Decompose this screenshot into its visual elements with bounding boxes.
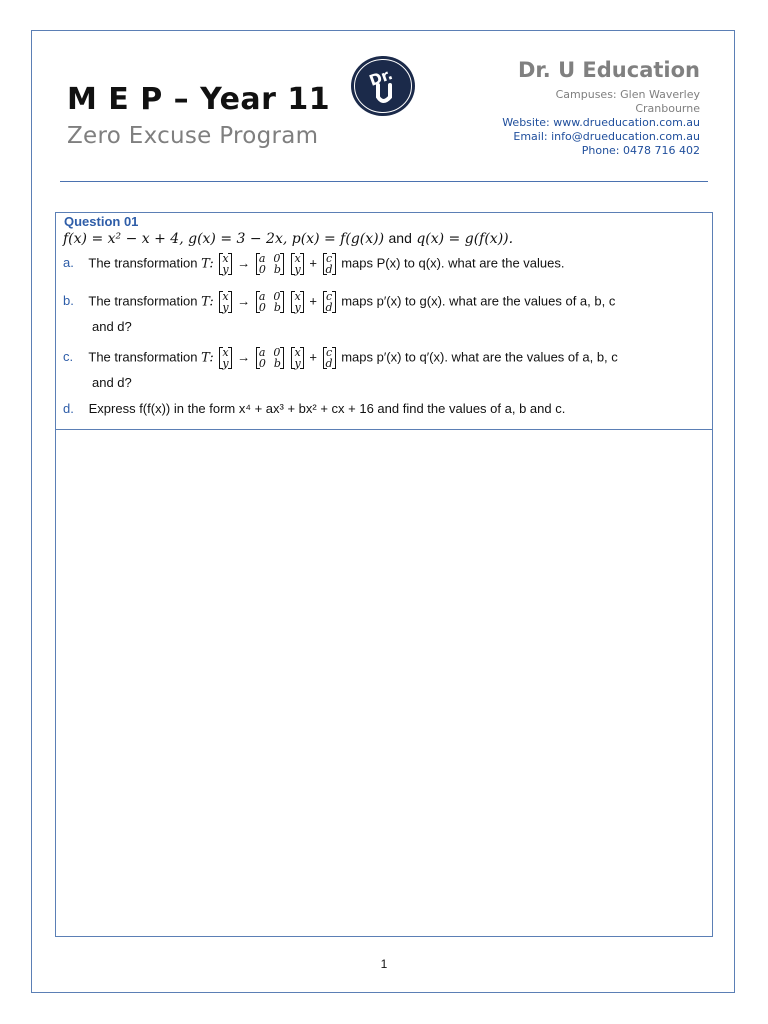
plus: + [309, 349, 317, 365]
part-a-lead: The transformation [88, 255, 198, 271]
matrix-cd: c d [323, 291, 336, 313]
question-box [55, 212, 713, 430]
question-heading: Question 01 [64, 214, 139, 229]
map-symbol: T: [201, 256, 214, 272]
part-b-letter: b. [63, 293, 74, 309]
part-b-continuation: and d? [92, 319, 132, 334]
matrix-ab: a 0 0 b [256, 347, 284, 369]
plus: + [309, 293, 317, 309]
map-symbol: T: [201, 350, 214, 366]
campuses-line: Campuses: Glen Waverley [555, 88, 700, 101]
part-d [63, 401, 565, 416]
map-symbol: T: [201, 294, 214, 310]
definitions-and: and [388, 230, 412, 246]
definitions-q: q(x) = g(f(x)). [416, 231, 514, 247]
plus: + [309, 255, 317, 271]
matrix-ab: a 0 0 b [256, 291, 284, 313]
matrix-ab: a 0 0 b [256, 253, 284, 275]
brand-block [502, 58, 700, 158]
part-c-letter: c. [63, 349, 74, 365]
matrix-xy: x y [291, 253, 303, 275]
part-c-text: maps p′(x) to q′(x). what are the values of a, b, c [341, 349, 618, 365]
part-c-continuation: and d? [92, 375, 132, 390]
part-c-lead: The transformation [88, 349, 198, 365]
function-definitions [63, 230, 513, 247]
matrix-xy: x y [291, 291, 303, 313]
matrix-xy: x y [219, 253, 231, 275]
website-link[interactable]: Website: www.drueducation.com.au [502, 116, 700, 129]
part-a-letter: a. [63, 255, 74, 271]
answer-space[interactable] [55, 430, 713, 937]
matrix-xy: x y [219, 347, 231, 369]
arrow: → [237, 349, 251, 365]
part-a [63, 253, 564, 275]
matrix-xy: x y [219, 291, 231, 313]
matrix-cd: c d [323, 253, 336, 275]
page-subtitle: Zero Excuse Program [67, 123, 319, 149]
email-link[interactable]: Email: info@drueducation.com.au [513, 130, 700, 143]
header-divider [60, 181, 708, 182]
definitions-text: f(x) = x² − x + 4, g(x) = 3 − 2x, p(x) = f(g(x)) [63, 231, 385, 247]
matrix-xy: x y [291, 347, 303, 369]
page-number: 1 [380, 957, 388, 971]
part-b [63, 291, 615, 313]
part-c [63, 347, 618, 369]
page-title: M E P – Year 11 [67, 82, 331, 117]
phone-number: Phone: 0478 716 402 [581, 144, 700, 157]
part-a-text: maps P(x) to q(x). what are the values. [341, 255, 565, 271]
arrow: → [237, 255, 251, 271]
campuses-line-2: Cranbourne [635, 102, 700, 115]
part-d-letter: d. [63, 401, 74, 416]
part-b-text: maps p′(x) to g(x). what are the values of a, b, c [341, 293, 616, 309]
part-d-text: Express f(f(x)) in the form x⁴ + ax³ + bx² + cx + 16 and find the values of a, b and c. [88, 401, 566, 416]
dr-u-logo [350, 55, 416, 117]
svg-text:Dr.: Dr. [366, 64, 395, 90]
matrix-cd: c d [323, 347, 336, 369]
arrow: → [237, 293, 251, 309]
brand-name: Dr. U Education [517, 58, 700, 82]
part-b-lead: The transformation [88, 293, 198, 309]
